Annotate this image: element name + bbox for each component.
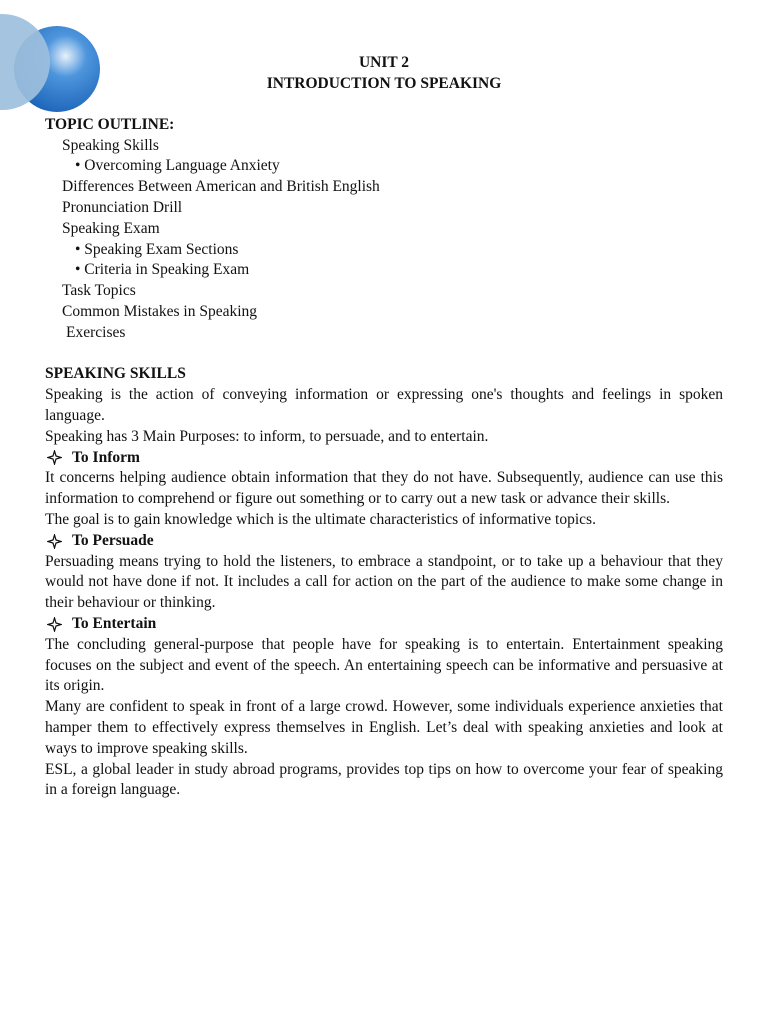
unit-number: UNIT 2 [358,54,410,71]
speaking-definition: Speaking is the action of conveying information or expressing one's thoughts and feelings in spoken language. [45,386,723,424]
unit-title: INTRODUCTION TO SPEAKING [266,75,502,92]
anxiety-paragraph: Many are confident to speak in front of a large crowd. However, some individuals experience anxieties that hamper them to effectively express themselves in English. Let’s deal with speaking anxieties and look at ways to improve speaking skills. [45,698,723,757]
purpose-paragraph: The concluding general-purpose that people have for speaking is to entertain. Entertainment speaking focuses on the subject and event of the speech. An entertaining speech can be informative and persuasive at its origin. [45,635,723,695]
document-page [45,52,723,801]
topic-outline-heading: TOPIC OUTLINE: [45,115,175,133]
purpose-paragraph: Persuading means trying to hold the listeners, to embrace a standpoint, or to take up a behaviour that they would not have done if not. It includes a call for action on the part of the audience to make some change in their behaviour or thinking. [45,552,723,612]
outline-item: Differences Between American and British English [62,178,380,196]
four-point-star-icon [47,617,62,632]
speaking-skills-heading: SPEAKING SKILLS [45,365,186,383]
outline-item: Task Topics [62,282,136,300]
purpose-title: To Inform [72,448,140,466]
purpose-paragraph: It concerns helping audience obtain information that they do not have. Subsequently, audience can use this information to comprehend or figure out something or to carry out a new task or advance their skills. [45,469,723,508]
outline-item: Speaking Exam [62,219,160,237]
outline-item: Speaking Skills [62,136,159,154]
four-point-star-icon [47,534,62,549]
purpose-paragraph: The goal is to gain knowledge which is the ultimate characteristics of informative topics. [45,510,596,528]
esl-paragraph: ESL, a global leader in study abroad programs, provides top tips on how to overcome your fear of speaking in a foreign language. [45,760,723,799]
purpose-heading-entertain [45,614,723,635]
outline-item: Exercises [66,323,126,341]
outline-item: Common Mistakes in Speaking [62,302,258,320]
outline-subitem: • Overcoming Language Anxiety [75,157,280,175]
outline-subitem: • Speaking Exam Sections [75,240,239,258]
purpose-title: To Entertain [72,614,157,632]
purpose-title: To Persuade [72,531,154,549]
purposes-intro: Speaking has 3 Main Purposes: to inform, to persuade, and to entertain. [45,427,489,445]
outline-item: Pronunciation Drill [62,198,183,216]
four-point-star-icon [47,450,62,465]
purpose-heading-persuade [45,531,723,552]
outline-subitem: • Criteria in Speaking Exam [75,261,250,279]
purpose-heading-inform [45,448,723,469]
